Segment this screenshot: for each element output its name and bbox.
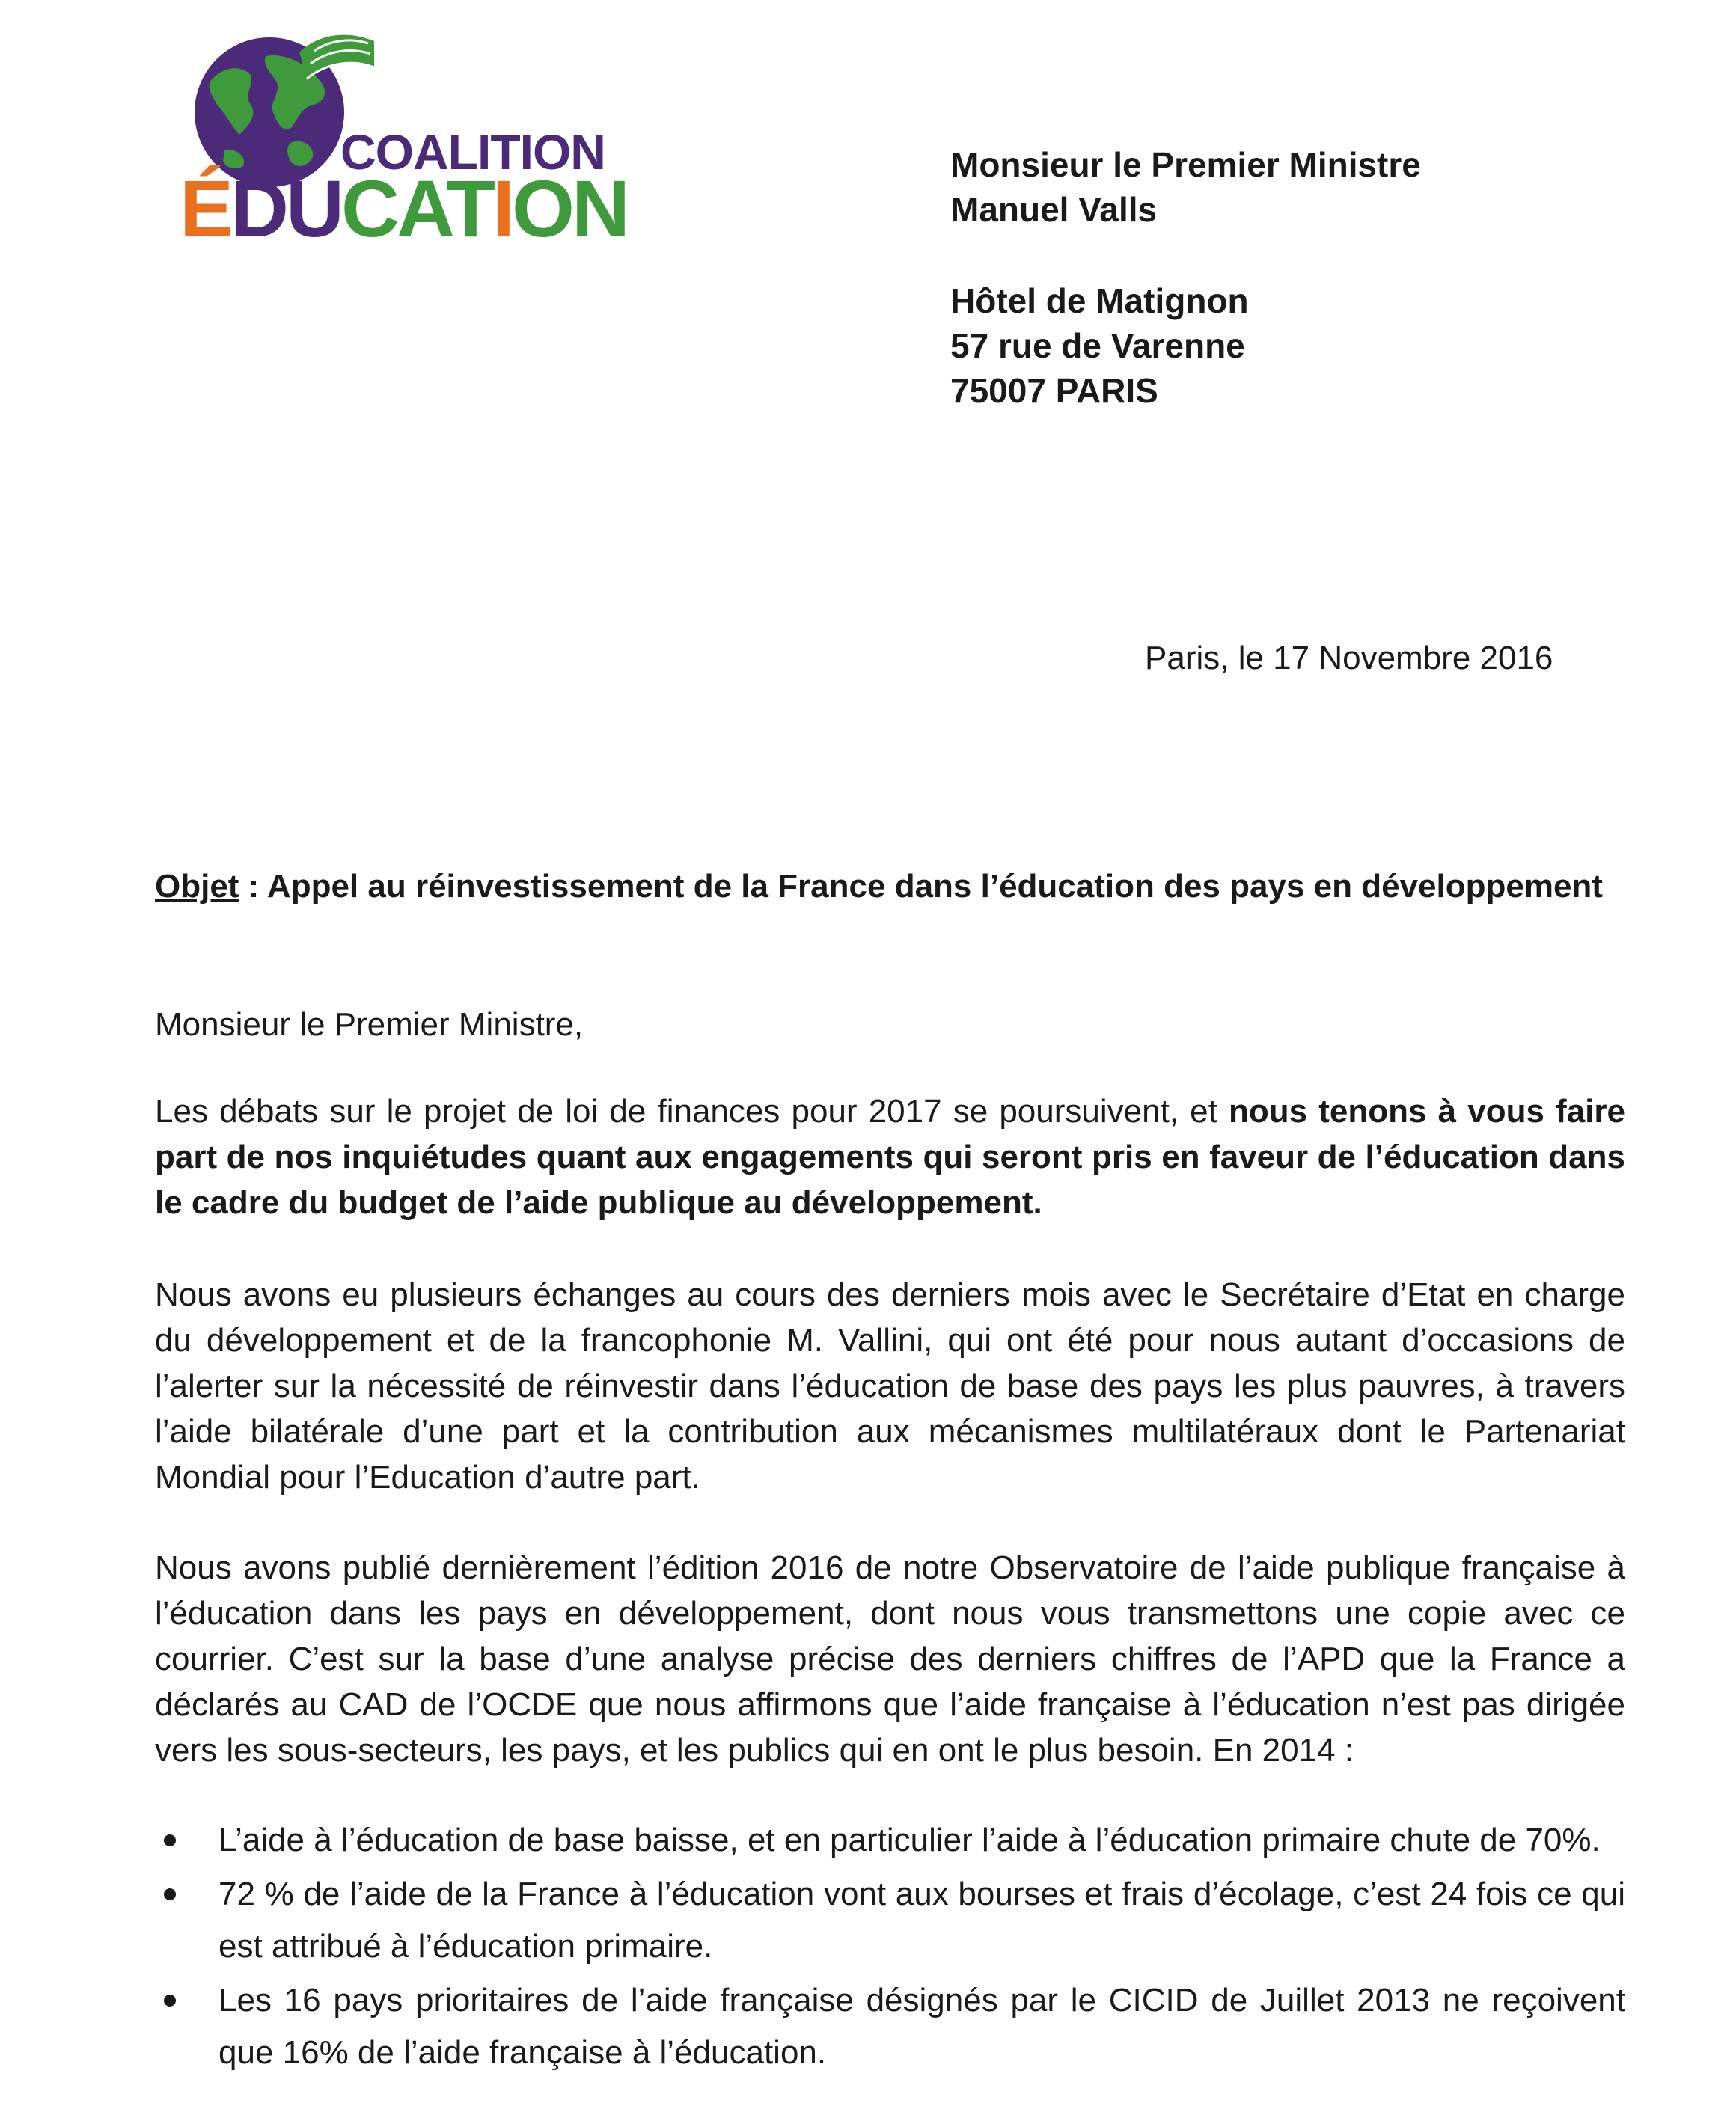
address-line: 75007 PARIS	[950, 371, 1158, 410]
subject-separator: :	[239, 868, 267, 904]
paragraph-1	[155, 1089, 1625, 1225]
logo-word-education	[180, 163, 628, 254]
letter-date: Paris, le 17 Novembre 2016	[1145, 640, 1553, 676]
recipient-address	[950, 142, 1421, 413]
subject-line	[155, 868, 1603, 905]
list-item	[155, 1974, 1625, 2079]
subject-label: Objet	[155, 868, 239, 904]
paragraph-3: Nous avons publié dernièrement l’édition 2016 de notre Observatoire de l’aide publique française à l’éducation dans les pays en développement, dont nous vous transmettons une copie avec ce courrier. C’est sur la base d’une analyse précise des derniers chiffres de l’APD que la France a déclarés au CAD de l’OCDE que nous affirmons que l’aide française à l’éducation n’est pas dirigée vers les sous-secteurs, les pays, et les publics qui en ont le plus besoin. En 2014 :	[155, 1549, 1625, 1769]
paragraph-2: Nous avons eu plusieurs échanges au cours des derniers mois avec le Secrétaire d’Etat en charge du développement et de la francophonie M. Vallini, qui ont été pour nous autant d’occasions de l’alerter sur la nécessité de réinvestir dans l’éducation de base des pays les plus pauvres, à travers l’aide bilatérale d’une part et la contribution aux mécanismes multilatéraux dont le Partenariat Mondial pour l’Education d’autre part.	[155, 1276, 1625, 1496]
paragraph-1-bold: nous tenons à vous faire part de nos inquiétudes quant aux engagements qui seront pris en faveur de l’éducation dans le cadre du budget de l’aide publique au développement.	[155, 1093, 1625, 1221]
address-line: 57 rue de Varenne	[950, 326, 1245, 365]
list-item	[155, 1868, 1625, 1973]
logo-letters-i: I	[492, 163, 513, 254]
list-item-text: L’aide à l’éducation de base baisse, et en particulier l’aide à l’éducation primaire chute de 70%.	[218, 1822, 1601, 1858]
logo-letters-cat: CAT	[341, 163, 492, 254]
bullet-icon	[164, 1995, 176, 2007]
paragraph-1-normal: Les débats sur le projet de loi de finances pour 2017 se poursuivent, et	[155, 1093, 1229, 1130]
logo-letters-on: ON	[512, 163, 628, 254]
address-line: Manuel Valls	[950, 190, 1158, 229]
logo-word-coalition: COALITION	[340, 124, 605, 180]
address-line: Monsieur le Premier Ministre	[950, 145, 1421, 184]
list-item-text: Les 16 pays prioritaires de l’aide française désignés par le CICID de Juillet 2013 ne reçoivent que 16% de l’aide française à l’éducation.	[218, 1982, 1625, 2071]
subject-text: Appel au réinvestissement de la France dans l’éducation des pays en développement	[266, 868, 1603, 904]
coalition-education-logo	[180, 22, 628, 254]
list-item-text: 72 % de l’aide de la France à l’éducation vont aux bourses et frais d’écolage, c’est 24 fois ce qui est attribué à l’éducation primaire.	[218, 1876, 1625, 1965]
logo-letters-du: DU	[230, 163, 342, 254]
salutation: Monsieur le Premier Ministre,	[155, 1006, 584, 1043]
logo-letters-e: É	[180, 163, 231, 254]
list-item	[155, 1814, 1625, 1867]
bullet-icon	[164, 1834, 176, 1846]
findings-list	[155, 1814, 1625, 2081]
address-line: Hôtel de Matignon	[950, 281, 1249, 320]
bullet-icon	[164, 1888, 176, 1900]
